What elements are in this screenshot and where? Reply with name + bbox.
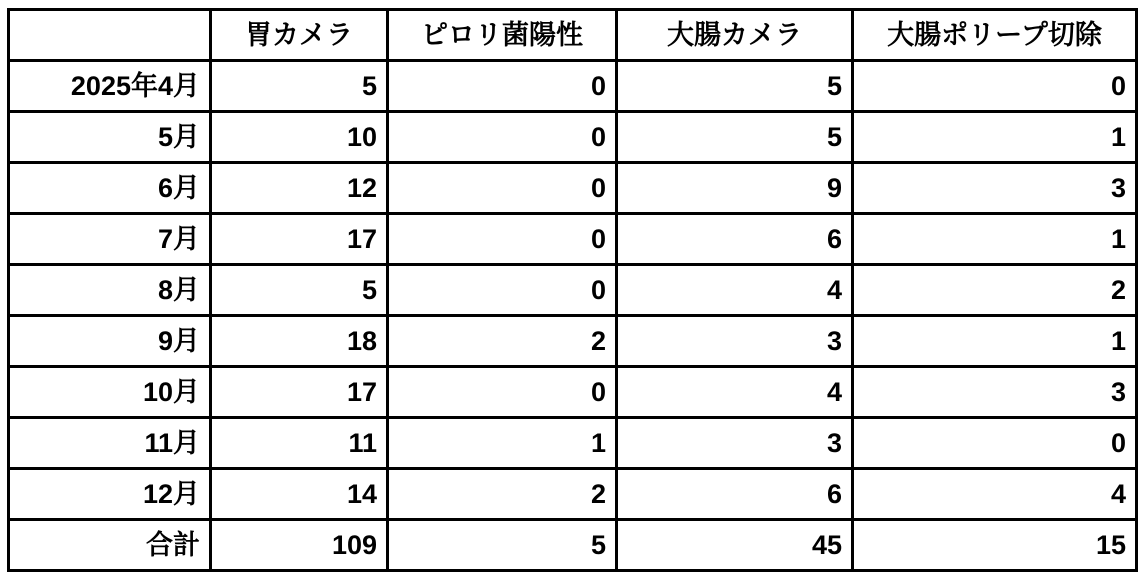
- row-label: 12月: [9, 469, 211, 520]
- column-header-gastroscopy: 胃カメラ: [211, 10, 388, 61]
- table-row-2025-06: [9, 163, 1137, 214]
- data-cell: 18: [211, 316, 388, 367]
- row-label: 5月: [9, 112, 211, 163]
- row-label: 10月: [9, 367, 211, 418]
- data-cell: 4: [617, 367, 853, 418]
- data-cell: 5: [617, 112, 853, 163]
- table-row-2025-11: [9, 418, 1137, 469]
- row-label: 6月: [9, 163, 211, 214]
- data-cell: 0: [388, 112, 617, 163]
- data-cell: 12: [211, 163, 388, 214]
- table-row-2025-07: [9, 214, 1137, 265]
- data-cell: 17: [211, 367, 388, 418]
- table-row-2025-09: [9, 316, 1137, 367]
- data-cell: 9: [617, 163, 853, 214]
- data-cell: 0: [853, 418, 1137, 469]
- data-cell-total: 109: [211, 520, 388, 571]
- data-cell: 1: [853, 316, 1137, 367]
- data-cell: 3: [853, 367, 1137, 418]
- data-cell: 0: [388, 61, 617, 112]
- data-cell: 11: [211, 418, 388, 469]
- row-label: 2025年4月: [9, 61, 211, 112]
- data-cell: 3: [617, 316, 853, 367]
- data-cell: 0: [388, 214, 617, 265]
- data-cell: 0: [853, 61, 1137, 112]
- data-cell-total: 5: [388, 520, 617, 571]
- data-cell: 0: [388, 265, 617, 316]
- data-cell: 2: [388, 469, 617, 520]
- row-label-total: 合計: [9, 520, 211, 571]
- row-label: 7月: [9, 214, 211, 265]
- data-cell: 1: [388, 418, 617, 469]
- row-label: 9月: [9, 316, 211, 367]
- data-cell: 1: [853, 214, 1137, 265]
- data-cell: 5: [617, 61, 853, 112]
- data-cell: 5: [211, 265, 388, 316]
- corner-cell: [9, 10, 211, 61]
- data-cell: 1: [853, 112, 1137, 163]
- header-row: [9, 10, 1137, 61]
- endoscopy-stats-table: [7, 8, 1138, 572]
- table-row-total: [9, 520, 1137, 571]
- column-header-colonoscopy: 大腸カメラ: [617, 10, 853, 61]
- row-label: 11月: [9, 418, 211, 469]
- column-header-polypectomy: 大腸ポリープ切除: [853, 10, 1137, 61]
- data-cell: 3: [617, 418, 853, 469]
- data-cell: 0: [388, 367, 617, 418]
- data-cell-total: 45: [617, 520, 853, 571]
- table-row-2025-12: [9, 469, 1137, 520]
- table-row-2025-10: [9, 367, 1137, 418]
- column-header-pylori-positive: ピロリ菌陽性: [388, 10, 617, 61]
- data-cell: 2: [388, 316, 617, 367]
- data-cell-total: 15: [853, 520, 1137, 571]
- data-cell: 0: [388, 163, 617, 214]
- data-cell: 4: [853, 469, 1137, 520]
- data-cell: 10: [211, 112, 388, 163]
- table-row-2025-04: [9, 61, 1137, 112]
- data-cell: 4: [617, 265, 853, 316]
- data-cell: 17: [211, 214, 388, 265]
- data-cell: 5: [211, 61, 388, 112]
- data-cell: 3: [853, 163, 1137, 214]
- data-cell: 14: [211, 469, 388, 520]
- data-cell: 2: [853, 265, 1137, 316]
- table-row-2025-05: [9, 112, 1137, 163]
- data-cell: 6: [617, 214, 853, 265]
- data-cell: 6: [617, 469, 853, 520]
- table-row-2025-08: [9, 265, 1137, 316]
- row-label: 8月: [9, 265, 211, 316]
